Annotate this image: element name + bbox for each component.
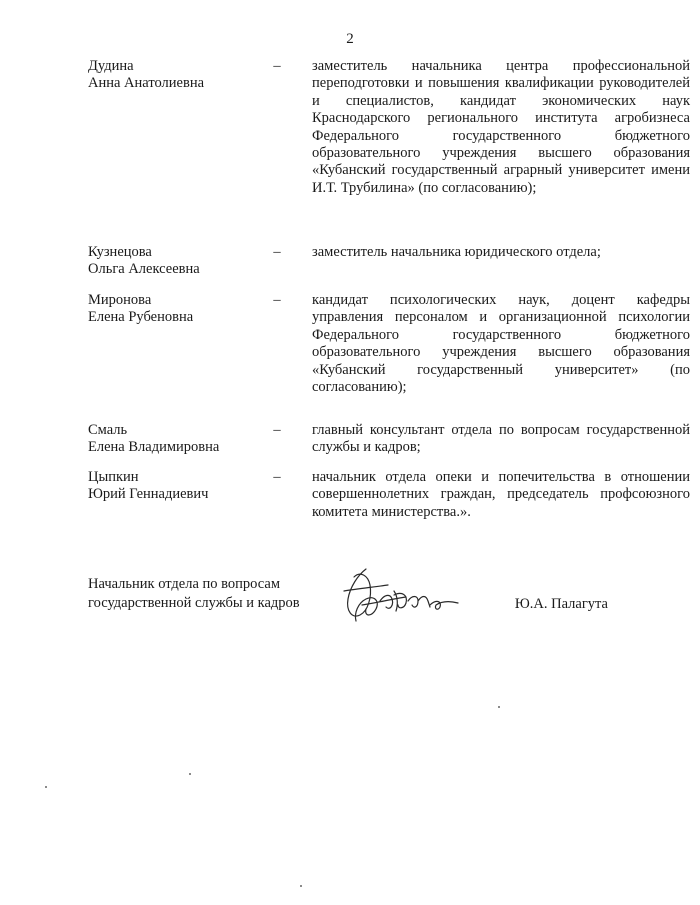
signer-position-line2: государственной службы и кадров (88, 595, 300, 611)
scan-speck (189, 773, 191, 775)
separator-dash: – (273, 422, 281, 438)
member-surname: Кузнецова (88, 244, 152, 260)
member-given-name: Елена Владимировна (88, 439, 220, 456)
member-name (88, 292, 268, 327)
member-description-text: главный консультант отдела по вопросам государственной службы и кадров; (312, 422, 690, 456)
signer-position (88, 575, 328, 613)
member-description-text: кандидат психологических наук, доцент кафедры управления персоналом и организационной психологии Федерального государственного бюджетного образовательного учреждения высшего образования «Кубанский государственный университет» (по согласованию); (312, 292, 690, 396)
member-given-name: Юрий Геннадиевич (88, 486, 209, 503)
member-description-text: заместитель начальника центра профессиональной переподготовки и повышения квалификации руководителей и специалистов, кандидат экономических наук Краснодарского регионального института агробизнеса Федерального государственного бюджетного образовательного учреждения высшего образования «Кубанский государственный аграрный университет имени И.Т. Трубилина» (по согласованию); (312, 58, 690, 196)
separator-dash: – (273, 292, 281, 308)
page-number: 2 (346, 31, 354, 47)
member-description (312, 244, 690, 261)
member-description (312, 58, 690, 197)
separator-dash: – (273, 58, 281, 74)
scan-speck (300, 885, 302, 887)
member-name (88, 58, 268, 93)
handwritten-signature (336, 561, 466, 631)
member-name (88, 422, 268, 457)
member-surname: Смаль (88, 422, 128, 438)
signer-name: Ю.А. Палагута (514, 596, 608, 612)
separator-dash: – (273, 244, 281, 260)
member-surname: Миронова (88, 292, 152, 308)
member-description (312, 469, 690, 521)
member-surname: Цыпкин (88, 469, 139, 485)
signer-position-line1: Начальник отдела по вопросам (88, 576, 281, 592)
scan-speck (498, 706, 500, 708)
member-description (312, 422, 690, 457)
member-description-text: начальник отдела опеки и попечительства в отношении совершеннолетних граждан, председатель профсоюзного комитета министерства.». (312, 469, 690, 520)
separator-dash: – (273, 469, 281, 485)
member-description (312, 292, 690, 396)
scan-speck (45, 786, 47, 788)
member-given-name: Ольга Алексеевна (88, 261, 200, 278)
member-given-name: Елена Рубеновна (88, 309, 194, 326)
member-given-name: Анна Анатолиевна (88, 75, 205, 92)
member-description-text: заместитель начальника юридического отдела; (312, 244, 601, 260)
member-surname: Дудина (88, 58, 134, 74)
signature-block (88, 575, 608, 635)
member-name (88, 244, 268, 279)
member-name (88, 469, 268, 504)
